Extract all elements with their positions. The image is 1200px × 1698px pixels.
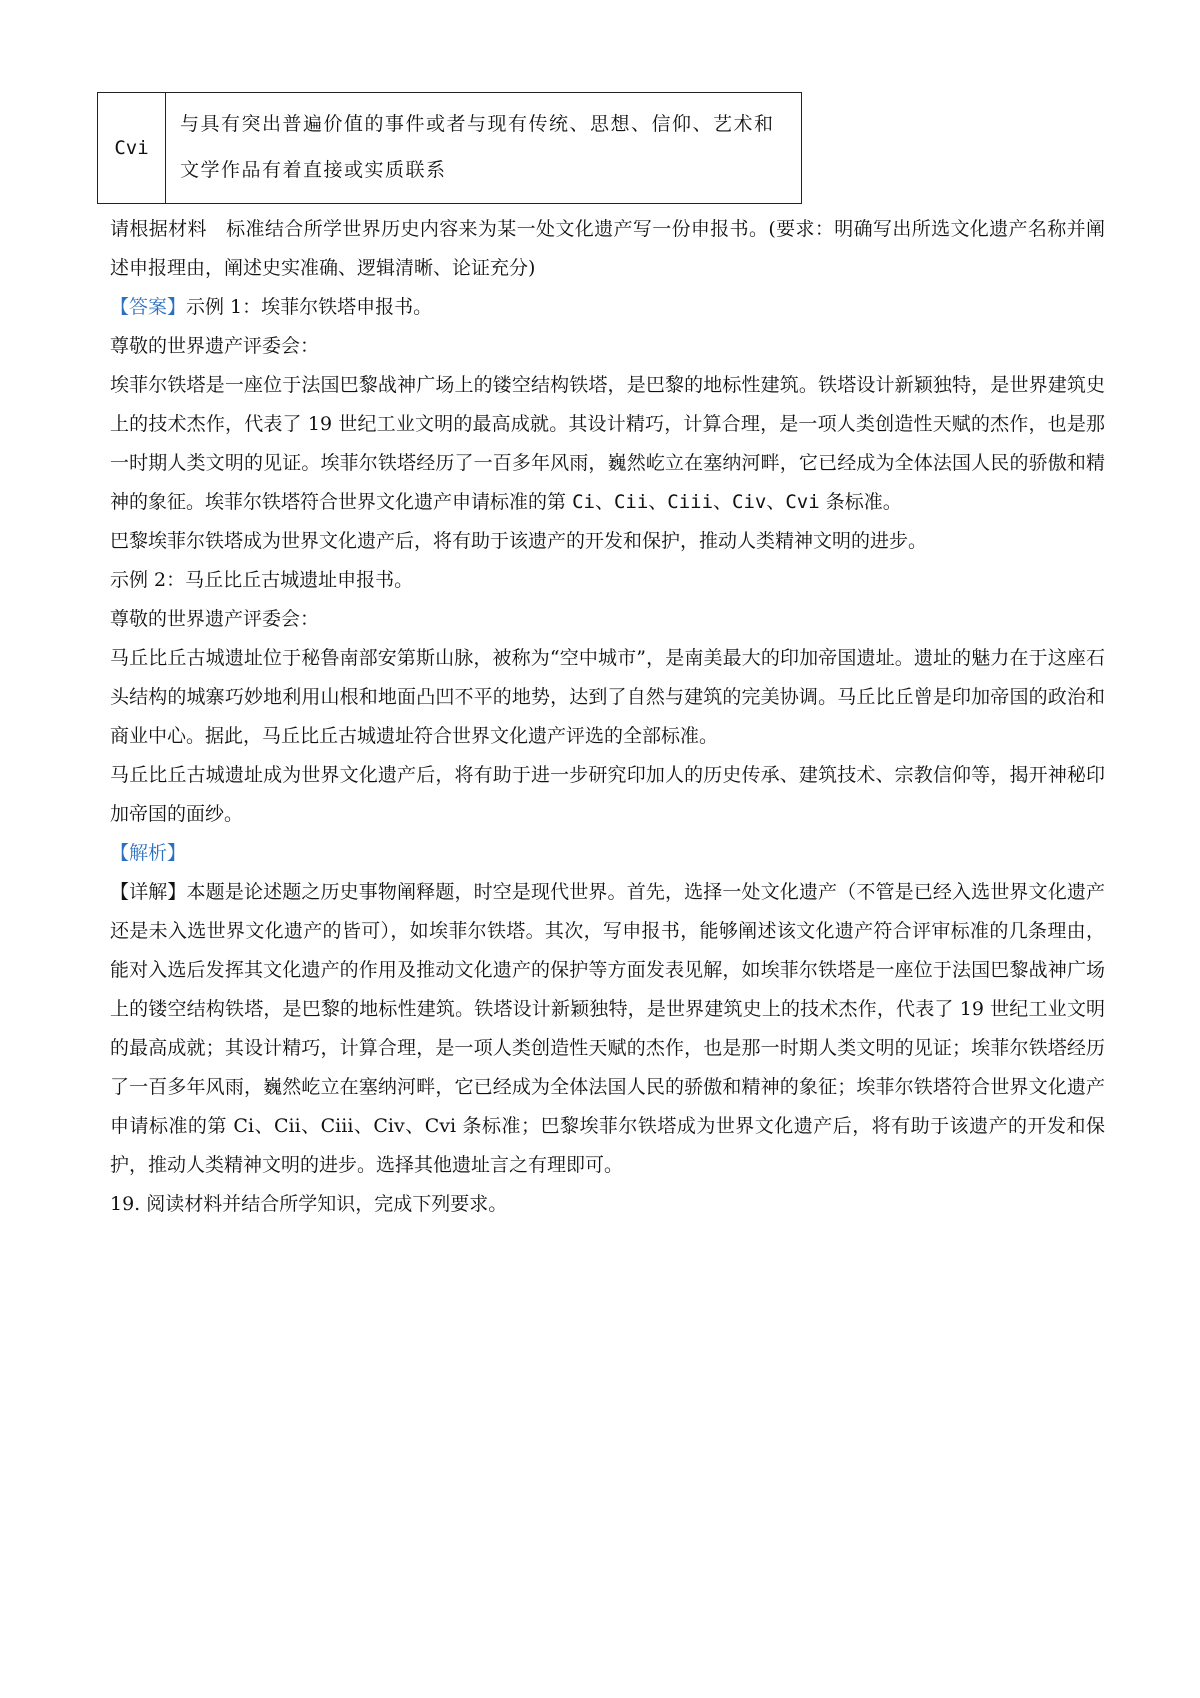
criteria-code-cell: Cvi — [98, 93, 166, 203]
example1-paragraph-1 — [110, 366, 1105, 522]
example1-paragraph-1-text: 埃菲尔铁塔是一座位于法国巴黎战神广场上的镂空结构铁塔，是巴黎的地标性建筑。铁塔设计新颖独特，是世界建筑史上的技术杰作，代表了 19 世纪工业文明的最高成就。其设计精巧，计算合理，是一项人类创造性天赋的杰作，也是那一时期人类文明的见证。埃菲尔铁塔经历了一百多年风雨，巍然屹立在塞纳河畔，它已经成为全体法国人民的骄傲和精神的象征。埃菲尔铁塔符合世界文化遗产申请标准的第 — [110, 374, 1105, 513]
criteria-description-cell: 与具有突出普遍价值的事件或者与现有传统、思想、信仰、艺术和文学作品有着直接或实质联系 — [180, 113, 775, 181]
example2-paragraph-2: 马丘比丘古城遗址成为世界文化遗产后，将有助于进一步研究印加人的历史传承、建筑技术、宗教信仰等，揭开神秘印加帝国的面纱。 — [110, 764, 1105, 825]
analysis-heading — [110, 834, 1105, 873]
analysis-tag: 【解析】 — [110, 842, 187, 864]
answer-tag: 【答案】 — [110, 296, 187, 318]
question-text: 请根据材料 标准结合所学世界历史内容来为某一处文化遗产写一份申报书。(要求：明确写出所选文化遗产名称并阐述申报理由，阐述史实准确、逻辑清晰、论证充分) — [110, 218, 1105, 279]
answer-heading — [110, 288, 1105, 327]
next-question: 19. 阅读材料并结合所学知识，完成下列要求。 — [110, 1193, 508, 1215]
salutation-1: 尊敬的世界遗产评委会： — [110, 335, 320, 357]
example2-paragraph-1: 马丘比丘古城遗址位于秘鲁南部安第斯山脉，被称为“空中城市”，是南美最大的印加帝国遗址。遗址的魅力在于这座石头结构的城寨巧妙地利用山根和地面凸凹不平的地势，达到了自然与建筑的完美协调。马丘比丘曾是印加帝国的政治和商业中心。据此，马丘比丘古城遗址符合世界文化遗产评选的全部标准。 — [110, 647, 1105, 747]
detail-tag: 【详解】 — [110, 881, 187, 903]
document-body — [110, 210, 1105, 1224]
detail-paragraph — [110, 873, 1105, 1185]
criteria-codes: Ci、Cii、Ciii、Civ、Cvi — [572, 491, 820, 513]
example1-paragraph-2: 巴黎埃菲尔铁塔成为世界文化遗产后，将有助于该遗产的开发和保护，推动人类精神文明的进步。 — [110, 530, 928, 552]
example2-title: 示例 2：马丘比丘古城遗址申报书。 — [110, 569, 414, 591]
criteria-table — [97, 92, 802, 204]
detail-text: 本题是论述题之历史事物阐释题，时空是现代世界。首先，选择一处文化遗产（不管是已经入选世界文化遗产还是未入选世界文化遗产的皆可），如埃菲尔铁塔。其次，写申报书，能够阐述该文化遗产符合评审标准的几条理由，能对入选后发挥其文化遗产的作用及推动文化遗产的保护等方面发表见解，如埃菲尔铁塔是一座位于法国巴黎战神广场上的镂空结构铁塔，是巴黎的地标性建筑。铁塔设计新颖独特，是世界建筑史上的技术杰作，代表了 19 世纪工业文明的最高成就；其设计精巧，计算合理，是一项人类创造性天赋的杰作，也是那一时期人类文明的见证；埃菲尔铁塔经历了一百多年风雨，巍然屹立在塞纳河畔，它已经成为全体法国人民的骄傲和精神的象征；埃菲尔铁塔符合世界文化遗产申请标准的第 Ci、Cii、Ciii、Civ、Cvi 条标准；巴黎埃菲尔铁塔成为世界文化遗产后，将有助于该遗产的开发和保护，推动人类精神文明的进步。选择其他遗址言之有理即可。 — [110, 881, 1105, 1176]
example1-title: 示例 1：埃菲尔铁塔申报书。 — [186, 296, 433, 318]
salutation-2: 尊敬的世界遗产评委会： — [110, 608, 320, 630]
example1-paragraph-1-end: 条标准。 — [825, 491, 902, 513]
